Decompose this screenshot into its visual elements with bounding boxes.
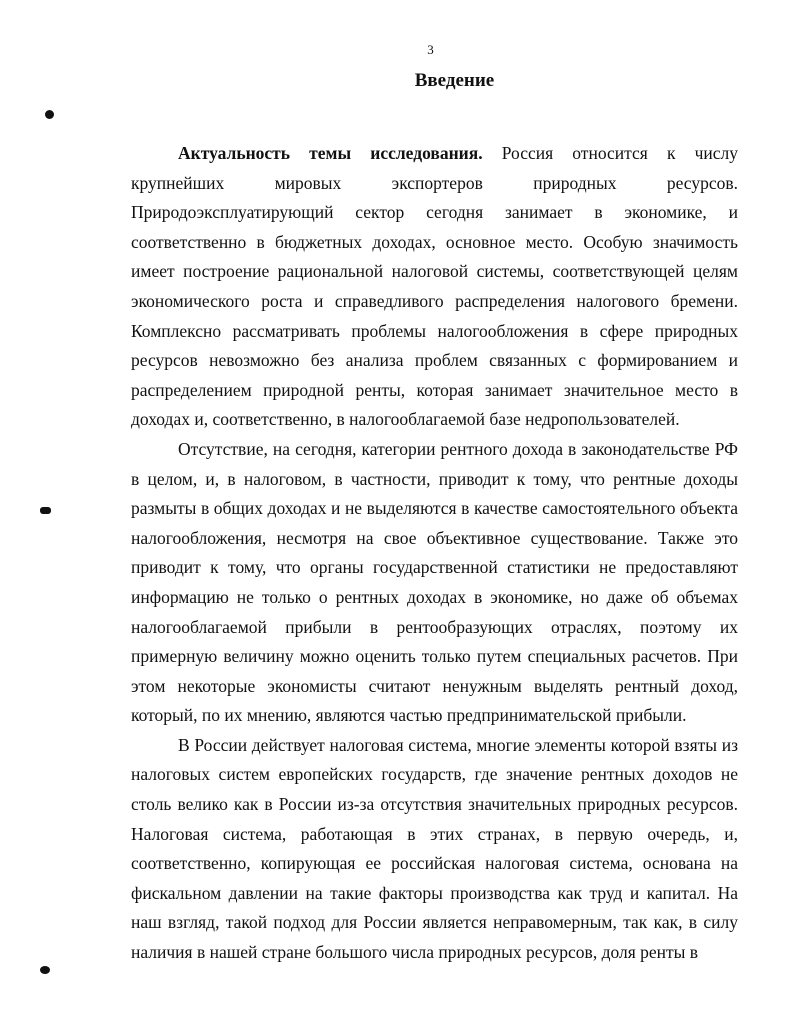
paragraph-lead: Актуальность темы исследования. bbox=[178, 143, 483, 163]
body-text bbox=[131, 139, 738, 968]
scan-mark-bottom bbox=[40, 966, 50, 974]
paragraph-relevance bbox=[131, 139, 738, 435]
paragraph-rent-absence: Отсутствие, на сегодня, категории рентного дохода в законодательстве РФ в целом, и, в налоговом, в частности, приводит к тому, что рентные доходы размыты в общих доходах и не выделяются в качестве самостоятельного объекта налогообложения, несмотря на свое объективное существование. Также это приводит к тому, что органы государственной статистики не предоставляют информацию не только о рентных доходах в экономике, но даже об объемах налогооблагаемой прибыли в рентообразующих отраслях, поэтому их примерную величину можно оценить только путем специальных расчетов. При этом некоторые экономисты считают ненужным выделять рентный доход, который, по их мнению, являются частью предпринимательской прибыли. bbox=[131, 438, 738, 726]
scan-mark-middle bbox=[40, 507, 51, 514]
page-title: Введение bbox=[414, 70, 495, 91]
scan-mark-top bbox=[45, 110, 54, 119]
page-number: 3 bbox=[427, 42, 434, 57]
paragraph-tax-system: В России действует налоговая система, многие элементы которой взяты из налоговых систем европейских государств, где значение рентных доходов не столь велико как в России из-за отсутствия значительных природных ресурсов. Налоговая система, работающая в этих странах, в первую очередь, и, соответственно, копирующая ее российская налоговая система, основана на фискальном давлении на такие факторы производства как труд и капитал. На наш взгляд, такой подход для России является неправомерным, так как, в силу наличия в нашей стране большого числа природных ресурсов, доля ренты в bbox=[131, 734, 738, 963]
paragraph-text: Россия относится к числу крупнейших мировых экспортеров природных ресурсов. Природоэксплуатирующий сектор сегодня занимает в экономике, и соответственно в бюджетных доходах, основное место. Особую значимость имеет построение рациональной налоговой системы, соответствующей целям экономического роста и справедливого распределения налогового бремени. Комплексно рассматривать проблемы налогообложения в сфере природных ресурсов невозможно без анализа проблем связанных с формированием и распределением природной ренты, которая занимает значительное место в доходах и, соответственно, в налогооблагаемой базе недропользователей. bbox=[131, 143, 738, 430]
